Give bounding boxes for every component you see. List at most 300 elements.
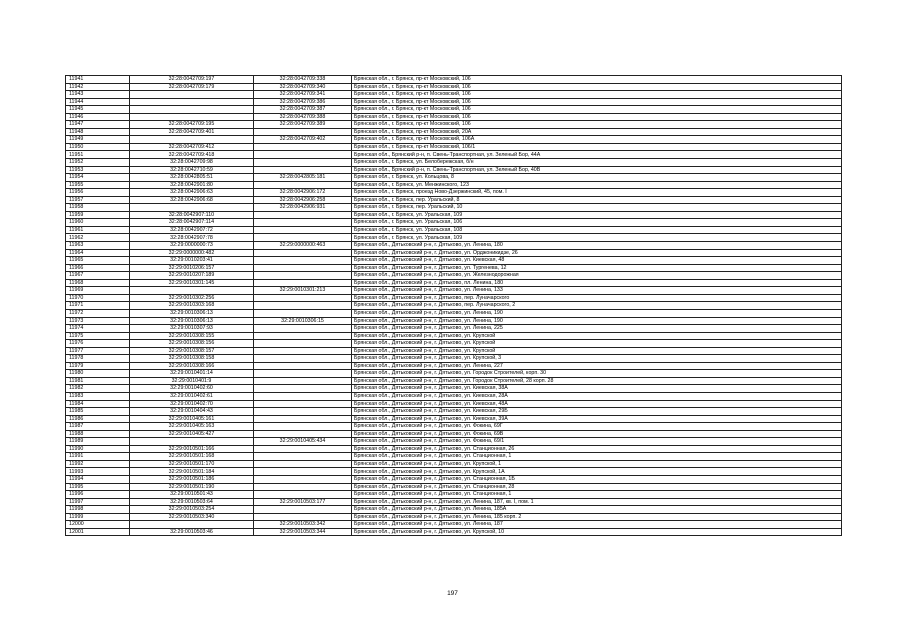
- table-row: [66, 513, 842, 521]
- new-cadastral-number-cell: [254, 166, 352, 174]
- row-number-cell: 11979: [66, 362, 130, 370]
- old-cadastral-number-cell: 32:28:0042709:195: [130, 121, 254, 129]
- new-cadastral-number-cell: [254, 460, 352, 468]
- address-cell: Брянская обл., Дятьковский р-н, г. Дятьково, ул. Ленина, 227: [352, 362, 842, 370]
- row-number-cell: 11996: [66, 491, 130, 499]
- old-cadastral-number-cell: 32:29:0010405:427: [130, 430, 254, 438]
- row-number-cell: 11973: [66, 317, 130, 325]
- new-cadastral-number-cell: 32:28:0042805:181: [254, 174, 352, 182]
- table-row: [66, 468, 842, 476]
- address-cell: Брянская обл., Дятьковский р-н, г. Дятьково, пер. Луначарского: [352, 294, 842, 302]
- new-cadastral-number-cell: 32:29:0010405:434: [254, 438, 352, 446]
- new-cadastral-number-cell: [254, 128, 352, 136]
- old-cadastral-number-cell: 32:29:0010207:189: [130, 272, 254, 280]
- table-row: [66, 136, 842, 144]
- address-cell: Брянская обл., Дятьковский р-н, г. Дятьково, ул. Орджоникидзе, 26: [352, 249, 842, 257]
- old-cadastral-number-cell: [130, 98, 254, 106]
- row-number-cell: 11974: [66, 325, 130, 333]
- row-number-cell: 11942: [66, 83, 130, 91]
- address-cell: Брянская обл., г. Брянск, ул. Уральская, 109: [352, 211, 842, 219]
- row-number-cell: 11956: [66, 189, 130, 197]
- row-number-cell: 11963: [66, 242, 130, 250]
- address-cell: Брянская обл., Дятьковский р-н, г. Дятьково, ул. Фокина, 69Г: [352, 423, 842, 431]
- address-cell: Брянская обл., Брянский р-н, п. Свень-Транспортная, ул. Зеленый Бор, 40В: [352, 166, 842, 174]
- old-cadastral-number-cell: 32:29:0000000:482: [130, 249, 254, 257]
- table-row: [66, 106, 842, 114]
- table-row: [66, 370, 842, 378]
- row-number-cell: 11993: [66, 468, 130, 476]
- address-cell: Брянская обл., Дятьковский р-н, г. Дятьково, пл. Ленина, 180: [352, 279, 842, 287]
- address-cell: Брянская обл., г. Брянск, пер. Уральский, 10: [352, 204, 842, 212]
- address-cell: Брянская обл., Дятьковский р-н, г. Дятьково, ул. Киевская, 29Б: [352, 408, 842, 416]
- address-cell: Брянская обл., г. Брянск, пр-кт Московский, 106: [352, 121, 842, 129]
- old-cadastral-number-cell: 32:29:0010308:157: [130, 347, 254, 355]
- old-cadastral-number-cell: 32:29:0010503:64: [130, 498, 254, 506]
- address-cell: Брянская обл., Дятьковский р-н, г. Дятьково, ул. Ленина, 225: [352, 325, 842, 333]
- address-cell: Брянская обл., Дятьковский р-н, г. Дятьково, ул. Станционная, 26: [352, 445, 842, 453]
- table-row: [66, 98, 842, 106]
- row-number-cell: 11976: [66, 340, 130, 348]
- table-row: [66, 91, 842, 99]
- address-cell: Брянская обл., г. Брянск, пр-кт Московский, 106: [352, 76, 842, 84]
- row-number-cell: 11952: [66, 159, 130, 167]
- new-cadastral-number-cell: 32:29:0010503:177: [254, 498, 352, 506]
- table-row: [66, 196, 842, 204]
- old-cadastral-number-cell: [130, 91, 254, 99]
- old-cadastral-number-cell: 32:29:0010308:158: [130, 355, 254, 363]
- table-row: [66, 226, 842, 234]
- old-cadastral-number-cell: 32:28:0042901:80: [130, 181, 254, 189]
- old-cadastral-number-cell: 32:28:0042709:197: [130, 76, 254, 84]
- address-cell: Брянская обл., Дятьковский р-н, г. Дятьково, ул. Киевская, 28А: [352, 392, 842, 400]
- row-number-cell: 11978: [66, 355, 130, 363]
- table-row: [66, 377, 842, 385]
- address-cell: Брянская обл., г. Брянск, ул. Уральская, 108: [352, 226, 842, 234]
- new-cadastral-number-cell: [254, 226, 352, 234]
- table-row: [66, 498, 842, 506]
- table-row: [66, 453, 842, 461]
- address-cell: Брянская обл., г. Брянск, ул. Белобережская, б/н: [352, 159, 842, 167]
- table-row: [66, 392, 842, 400]
- table-row: [66, 340, 842, 348]
- address-cell: Брянская обл., Дятьковский р-н, г. Дятьково, ул. Крупской, 1: [352, 460, 842, 468]
- table-row: [66, 325, 842, 333]
- address-cell: Брянская обл., Дятьковский р-н, г. Дятьково, ул. Станционная, 28: [352, 483, 842, 491]
- table-row: [66, 113, 842, 121]
- new-cadastral-number-cell: [254, 430, 352, 438]
- old-cadastral-number-cell: 32:28:0042709:418: [130, 151, 254, 159]
- table-row: [66, 257, 842, 265]
- old-cadastral-number-cell: 32:28:0042907:110: [130, 211, 254, 219]
- table-row: [66, 204, 842, 212]
- new-cadastral-number-cell: [254, 423, 352, 431]
- row-number-cell: 11989: [66, 438, 130, 446]
- old-cadastral-number-cell: 32:29:0010503:340: [130, 513, 254, 521]
- new-cadastral-number-cell: [254, 347, 352, 355]
- old-cadastral-number-cell: 32:29:0010203:41: [130, 257, 254, 265]
- row-number-cell: 11980: [66, 370, 130, 378]
- table-row: [66, 332, 842, 340]
- table-row: [66, 174, 842, 182]
- table-row: [66, 189, 842, 197]
- old-cadastral-number-cell: 32:29:0010308:156: [130, 340, 254, 348]
- table-row: [66, 264, 842, 272]
- table-row: [66, 143, 842, 151]
- address-cell: Брянская обл., Дятьковский р-н, г. Дятьково, ул. Фокина, 69В: [352, 430, 842, 438]
- row-number-cell: 11992: [66, 460, 130, 468]
- address-cell: Брянская обл., Дятьковский р-н, г. Дятьково, ул. Крупской, 3: [352, 355, 842, 363]
- row-number-cell: 11990: [66, 445, 130, 453]
- old-cadastral-number-cell: [130, 521, 254, 529]
- address-cell: Брянская обл., Дятьковский р-н, г. Дятьково, ул. Ленина, 187: [352, 521, 842, 529]
- row-number-cell: 11964: [66, 249, 130, 257]
- new-cadastral-number-cell: 32:28:0042709:388: [254, 113, 352, 121]
- row-number-cell: 11946: [66, 113, 130, 121]
- new-cadastral-number-cell: 32:28:0042709:389: [254, 121, 352, 129]
- old-cadastral-number-cell: 32:28:0042709:412: [130, 143, 254, 151]
- new-cadastral-number-cell: [254, 415, 352, 423]
- old-cadastral-number-cell: 32:28:0042709:98: [130, 159, 254, 167]
- new-cadastral-number-cell: [254, 249, 352, 257]
- address-cell: Брянская обл., Дятьковский р-н, г. Дятьково, ул. Станционная, 1: [352, 453, 842, 461]
- new-cadastral-number-cell: [254, 264, 352, 272]
- address-cell: Брянская обл., Дятьковский р-н, г. Дятьково, ул. Ленина, 180: [352, 242, 842, 250]
- old-cadastral-number-cell: 32:29:0010501:43: [130, 491, 254, 499]
- row-number-cell: 11965: [66, 257, 130, 265]
- table-row: [66, 211, 842, 219]
- old-cadastral-number-cell: 32:29:0010402:70: [130, 400, 254, 408]
- new-cadastral-number-cell: [254, 468, 352, 476]
- new-cadastral-number-cell: 32:29:0010503:344: [254, 528, 352, 536]
- row-number-cell: 11958: [66, 204, 130, 212]
- old-cadastral-number-cell: 32:29:0010307:93: [130, 325, 254, 333]
- row-number-cell: 11988: [66, 430, 130, 438]
- address-cell: Брянская обл., г. Брянск, пр-кт Московский, 106: [352, 91, 842, 99]
- row-number-cell: 11968: [66, 279, 130, 287]
- new-cadastral-number-cell: [254, 370, 352, 378]
- address-cell: Брянская обл., г. Брянск, пр-кт Московский, 106: [352, 113, 842, 121]
- old-cadastral-number-cell: 32:29:0010402:60: [130, 385, 254, 393]
- old-cadastral-number-cell: 32:28:0042906:63: [130, 189, 254, 197]
- old-cadastral-number-cell: 32:29:0010308:166: [130, 362, 254, 370]
- table-row: [66, 528, 842, 536]
- table-row: [66, 287, 842, 295]
- old-cadastral-number-cell: 32:29:0010501:168: [130, 453, 254, 461]
- new-cadastral-number-cell: 32:28:0042709:386: [254, 98, 352, 106]
- table-row: [66, 159, 842, 167]
- new-cadastral-number-cell: [254, 513, 352, 521]
- table-row: [66, 491, 842, 499]
- new-cadastral-number-cell: [254, 392, 352, 400]
- old-cadastral-number-cell: 32:29:0010402:61: [130, 392, 254, 400]
- table-row: [66, 234, 842, 242]
- table-row: [66, 151, 842, 159]
- old-cadastral-number-cell: [130, 136, 254, 144]
- table-row: [66, 309, 842, 317]
- registry-table: [65, 75, 842, 536]
- new-cadastral-number-cell: [254, 143, 352, 151]
- old-cadastral-number-cell: 32:28:0042805:51: [130, 174, 254, 182]
- address-cell: Брянская обл., Дятьковский р-н, г. Дятьково, ул. Тургенева, 12: [352, 264, 842, 272]
- row-number-cell: 11999: [66, 513, 130, 521]
- address-cell: Брянская обл., Дятьковский р-н, г. Дятьково, ул. Киевская, 38А: [352, 385, 842, 393]
- table-row: [66, 423, 842, 431]
- old-cadastral-number-cell: 32:29:0010401:14: [130, 370, 254, 378]
- old-cadastral-number-cell: [130, 287, 254, 295]
- table-row: [66, 400, 842, 408]
- old-cadastral-number-cell: 32:28:0042907:114: [130, 219, 254, 227]
- row-number-cell: 11957: [66, 196, 130, 204]
- new-cadastral-number-cell: [254, 257, 352, 265]
- old-cadastral-number-cell: 32:29:0000000:73: [130, 242, 254, 250]
- address-cell: Брянская обл., г. Брянск, пр-кт Московский, 106: [352, 98, 842, 106]
- table-row: [66, 521, 842, 529]
- address-cell: Брянская обл., Дятьковский р-н, г. Дятьково, ул. Железнодорожная: [352, 272, 842, 280]
- table-row: [66, 355, 842, 363]
- old-cadastral-number-cell: 32:29:0010401:9: [130, 377, 254, 385]
- page-number: 197: [447, 590, 458, 597]
- address-cell: Брянская обл., г. Брянск, пр-кт Московский, 106/1: [352, 143, 842, 151]
- address-cell: Брянская обл., Дятьковский р-н, г. Дятьково, ул. Ленина, 185А: [352, 506, 842, 514]
- table-row: [66, 415, 842, 423]
- table-row: [66, 249, 842, 257]
- old-cadastral-number-cell: 32:29:0010206:157: [130, 264, 254, 272]
- old-cadastral-number-cell: 32:29:0010301:145: [130, 279, 254, 287]
- table-row: [66, 121, 842, 129]
- new-cadastral-number-cell: [254, 445, 352, 453]
- row-number-cell: 11984: [66, 400, 130, 408]
- row-number-cell: 11954: [66, 174, 130, 182]
- row-number-cell: 11987: [66, 423, 130, 431]
- table-row: [66, 385, 842, 393]
- row-number-cell: 11994: [66, 475, 130, 483]
- new-cadastral-number-cell: [254, 355, 352, 363]
- table-row: [66, 430, 842, 438]
- registry-table-container: [65, 75, 842, 536]
- address-cell: Брянская обл., Дятьковский р-н, г. Дятьково, ул. Крупской: [352, 332, 842, 340]
- table-row: [66, 475, 842, 483]
- address-cell: Брянская обл., г. Брянск, пер. Уральский, 8: [352, 196, 842, 204]
- new-cadastral-number-cell: [254, 151, 352, 159]
- address-cell: Брянская обл., Дятьковский р-н, г. Дятьково, ул. Крупской, 10: [352, 528, 842, 536]
- table-row: [66, 76, 842, 84]
- new-cadastral-number-cell: [254, 272, 352, 280]
- row-number-cell: 12001: [66, 528, 130, 536]
- row-number-cell: 11971: [66, 302, 130, 310]
- old-cadastral-number-cell: 32:29:0010405:161: [130, 415, 254, 423]
- row-number-cell: 12000: [66, 521, 130, 529]
- new-cadastral-number-cell: [254, 362, 352, 370]
- new-cadastral-number-cell: [254, 181, 352, 189]
- row-number-cell: 11982: [66, 385, 130, 393]
- old-cadastral-number-cell: 32:29:0010501:170: [130, 460, 254, 468]
- old-cadastral-number-cell: [130, 106, 254, 114]
- old-cadastral-number-cell: 32:29:0010302:256: [130, 294, 254, 302]
- new-cadastral-number-cell: 32:28:0042709:338: [254, 76, 352, 84]
- row-number-cell: 11983: [66, 392, 130, 400]
- row-number-cell: 11966: [66, 264, 130, 272]
- address-cell: Брянская обл., Дятьковский р-н, г. Дятьково, ул. Фокина, 69/1: [352, 438, 842, 446]
- row-number-cell: 11962: [66, 234, 130, 242]
- new-cadastral-number-cell: [254, 325, 352, 333]
- table-row: [66, 347, 842, 355]
- old-cadastral-number-cell: 32:29:0010303:168: [130, 302, 254, 310]
- table-row: [66, 317, 842, 325]
- new-cadastral-number-cell: 32:29:0010306:15: [254, 317, 352, 325]
- address-cell: Брянская обл., г. Брянск, пр-кт Московский, 106: [352, 83, 842, 91]
- table-row: [66, 438, 842, 446]
- new-cadastral-number-cell: [254, 400, 352, 408]
- new-cadastral-number-cell: [254, 453, 352, 461]
- table-row: [66, 128, 842, 136]
- old-cadastral-number-cell: 32:29:0010308:155: [130, 332, 254, 340]
- new-cadastral-number-cell: [254, 385, 352, 393]
- row-number-cell: 11985: [66, 408, 130, 416]
- new-cadastral-number-cell: 32:28:0042709:340: [254, 83, 352, 91]
- old-cadastral-number-cell: 32:29:0010501:186: [130, 475, 254, 483]
- old-cadastral-number-cell: [130, 438, 254, 446]
- old-cadastral-number-cell: 32:29:0010501:166: [130, 445, 254, 453]
- old-cadastral-number-cell: [130, 204, 254, 212]
- table-row: [66, 166, 842, 174]
- new-cadastral-number-cell: 32:28:0042906:258: [254, 196, 352, 204]
- new-cadastral-number-cell: 32:29:0010301:213: [254, 287, 352, 295]
- old-cadastral-number-cell: 32:29:0010405:163: [130, 423, 254, 431]
- address-cell: Брянская обл., Дятьковский р-н, г. Дятьково, ул. Киевская, 39А: [352, 415, 842, 423]
- row-number-cell: 11949: [66, 136, 130, 144]
- old-cadastral-number-cell: 32:28:0042709:179: [130, 83, 254, 91]
- row-number-cell: 11948: [66, 128, 130, 136]
- row-number-cell: 11953: [66, 166, 130, 174]
- new-cadastral-number-cell: [254, 332, 352, 340]
- new-cadastral-number-cell: 32:29:0000000:463: [254, 242, 352, 250]
- row-number-cell: 11967: [66, 272, 130, 280]
- new-cadastral-number-cell: 32:28:0042709:387: [254, 106, 352, 114]
- new-cadastral-number-cell: 32:28:0042709:402: [254, 136, 352, 144]
- row-number-cell: 11945: [66, 106, 130, 114]
- old-cadastral-number-cell: 32:29:0010501:190: [130, 483, 254, 491]
- address-cell: Брянская обл., Дятьковский р-н, г. Дятьково, ул. Ленина, 190: [352, 317, 842, 325]
- old-cadastral-number-cell: 32:28:0042907:78: [130, 234, 254, 242]
- row-number-cell: 11969: [66, 287, 130, 295]
- table-row: [66, 483, 842, 491]
- row-number-cell: 11991: [66, 453, 130, 461]
- row-number-cell: 11951: [66, 151, 130, 159]
- address-cell: Брянская обл., Дятьковский р-н, г. Дятьково, ул. Крупской, 1А: [352, 468, 842, 476]
- address-cell: Брянская обл., Дятьковский р-н, г. Дятьково, ул. Станционная, 1Б: [352, 475, 842, 483]
- row-number-cell: 11950: [66, 143, 130, 151]
- table-row: [66, 408, 842, 416]
- table-row: [66, 445, 842, 453]
- old-cadastral-number-cell: 32:29:0010501:184: [130, 468, 254, 476]
- table-row: [66, 460, 842, 468]
- old-cadastral-number-cell: 32:29:0010503:46: [130, 528, 254, 536]
- new-cadastral-number-cell: [254, 294, 352, 302]
- table-row: [66, 302, 842, 310]
- new-cadastral-number-cell: [254, 279, 352, 287]
- address-cell: Брянская обл., Дятьковский р-н, г. Дятьково, ул. Ленина, 133: [352, 287, 842, 295]
- row-number-cell: 11943: [66, 91, 130, 99]
- table-row: [66, 242, 842, 250]
- address-cell: Брянская обл., Дятьковский р-н, г. Дятьково, ул. Ленина, 187, кв. I, пом. 1: [352, 498, 842, 506]
- row-number-cell: 11977: [66, 347, 130, 355]
- address-cell: Брянская обл., Брянский р-н, п. Свень-Транспортная, ул. Зеленый Бор, 44А: [352, 151, 842, 159]
- address-cell: Брянская обл., г. Брянск, проезд Ново-Дзержинский, 45, пом. I: [352, 189, 842, 197]
- row-number-cell: 11972: [66, 309, 130, 317]
- old-cadastral-number-cell: [130, 113, 254, 121]
- table-row: [66, 506, 842, 514]
- address-cell: Брянская обл., г. Брянск, пр-кт Московский, 20А: [352, 128, 842, 136]
- old-cadastral-number-cell: 32:28:0042710:59: [130, 166, 254, 174]
- address-cell: Брянская обл., Дятьковский р-н, г. Дятьково, ул. Ленина, 190: [352, 309, 842, 317]
- new-cadastral-number-cell: [254, 159, 352, 167]
- old-cadastral-number-cell: 32:28:0042906:68: [130, 196, 254, 204]
- table-row: [66, 362, 842, 370]
- new-cadastral-number-cell: [254, 309, 352, 317]
- new-cadastral-number-cell: [254, 340, 352, 348]
- table-row: [66, 83, 842, 91]
- address-cell: Брянская обл., г. Брянск, ул. Кольцова, 8: [352, 174, 842, 182]
- address-cell: Брянская обл., Дятьковский р-н, г. Дятьково, ул. Ленина, 185 корп. 2: [352, 513, 842, 521]
- row-number-cell: 11944: [66, 98, 130, 106]
- old-cadastral-number-cell: 32:29:0010503:254: [130, 506, 254, 514]
- address-cell: Брянская обл., г. Брянск, пр-кт Московский, 106: [352, 106, 842, 114]
- row-number-cell: 11998: [66, 506, 130, 514]
- row-number-cell: 11981: [66, 377, 130, 385]
- row-number-cell: 11947: [66, 121, 130, 129]
- address-cell: Брянская обл., Дятьковский р-н, г. Дятьково, ул. Крупской: [352, 340, 842, 348]
- row-number-cell: 11986: [66, 415, 130, 423]
- row-number-cell: 11997: [66, 498, 130, 506]
- old-cadastral-number-cell: 32:29:0010404:43: [130, 408, 254, 416]
- registry-table-body: [66, 76, 842, 536]
- new-cadastral-number-cell: 32:28:0042906:931: [254, 204, 352, 212]
- table-row: [66, 219, 842, 227]
- row-number-cell: 11960: [66, 219, 130, 227]
- row-number-cell: 11961: [66, 226, 130, 234]
- row-number-cell: 11970: [66, 294, 130, 302]
- table-row: [66, 181, 842, 189]
- table-row: [66, 294, 842, 302]
- address-cell: Брянская обл., Дятьковский р-н, г. Дятьково, ул. Станционная, 1: [352, 491, 842, 499]
- new-cadastral-number-cell: 32:28:0042709:341: [254, 91, 352, 99]
- old-cadastral-number-cell: 32:29:0010306:13: [130, 317, 254, 325]
- address-cell: Брянская обл., Дятьковский р-н, г. Дятьково, ул. Крупской: [352, 347, 842, 355]
- table-row: [66, 272, 842, 280]
- address-cell: Брянская обл., Дятьковский р-н, г. Дятьково, ул. Киевская, 48: [352, 257, 842, 265]
- address-cell: Брянская обл., Дятьковский р-н, г. Дятьково, ул. Городок Строителей, 28 корп. 28: [352, 377, 842, 385]
- table-row: [66, 279, 842, 287]
- new-cadastral-number-cell: [254, 506, 352, 514]
- address-cell: Брянская обл., г. Брянск, ул. Менжинского, 123: [352, 181, 842, 189]
- new-cadastral-number-cell: [254, 483, 352, 491]
- address-cell: Брянская обл., г. Брянск, ул. Уральская, 106: [352, 219, 842, 227]
- new-cadastral-number-cell: [254, 377, 352, 385]
- row-number-cell: 11955: [66, 181, 130, 189]
- address-cell: Брянская обл., Дятьковский р-н, г. Дятьково, ул. Городок Строителей, корп. 30: [352, 370, 842, 378]
- new-cadastral-number-cell: 32:29:0010503:342: [254, 521, 352, 529]
- row-number-cell: 11975: [66, 332, 130, 340]
- new-cadastral-number-cell: [254, 234, 352, 242]
- row-number-cell: 11959: [66, 211, 130, 219]
- address-cell: Брянская обл., Дятьковский р-н, г. Дятьково, ул. Киевская, 48А: [352, 400, 842, 408]
- address-cell: Брянская обл., г. Брянск, пр-кт Московский, 106А: [352, 136, 842, 144]
- new-cadastral-number-cell: [254, 219, 352, 227]
- row-number-cell: 11941: [66, 76, 130, 84]
- new-cadastral-number-cell: [254, 475, 352, 483]
- new-cadastral-number-cell: 32:28:0042906:172: [254, 189, 352, 197]
- new-cadastral-number-cell: [254, 408, 352, 416]
